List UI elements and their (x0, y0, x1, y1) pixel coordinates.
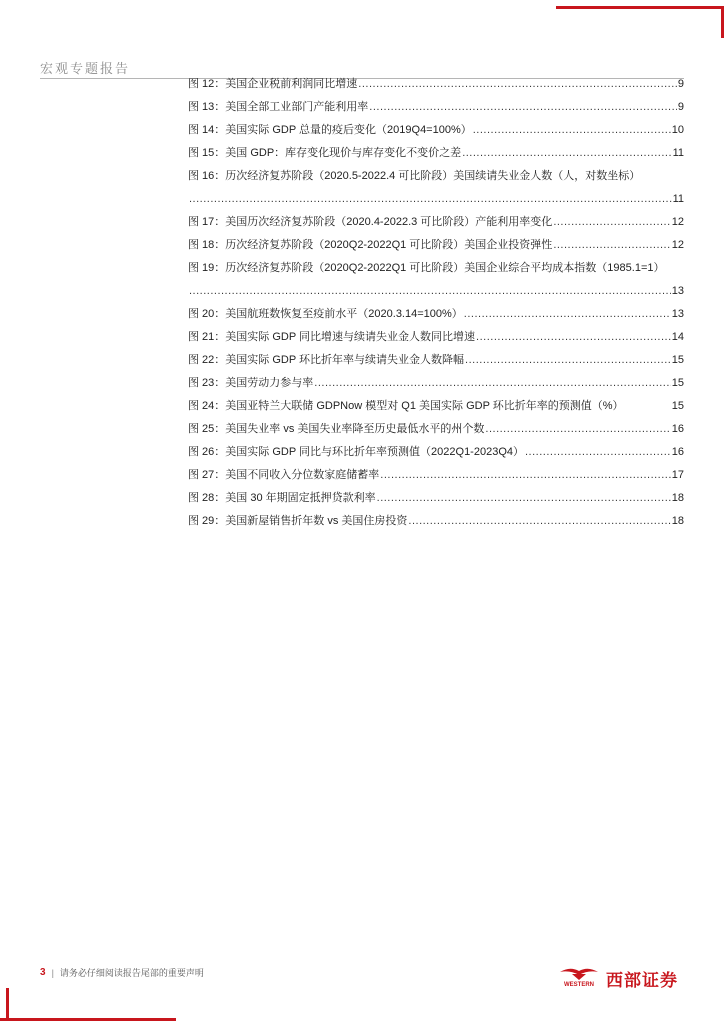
toc-leader-dots (553, 211, 670, 234)
toc-leader-dots (476, 326, 671, 349)
toc-entry[interactable] (188, 418, 684, 441)
toc-leader-dots (485, 418, 670, 441)
toc-entry-page: 10 (671, 124, 684, 136)
toc-entry-page: 16 (671, 446, 684, 458)
toc-entry-page: 18 (671, 492, 684, 504)
toc-leader-dots (369, 96, 677, 119)
toc-leader-dots (408, 510, 670, 533)
toc-entry-page: 9 (677, 78, 684, 90)
toc-entry-label: 图 22：美国实际 GDP 环比折年率与续请失业金人数降幅 (188, 354, 465, 366)
toc-entry-page: 15 (671, 354, 684, 366)
toc-entry-page: 11 (672, 193, 684, 205)
company-name: 西部证券 (606, 970, 678, 991)
toc-leader-dots (462, 142, 671, 165)
toc-leader-dots (473, 119, 671, 142)
toc-leader-dots (465, 349, 671, 372)
footer-disclaimer: 请务必仔细阅读报告尾部的重要声明 (59, 968, 204, 978)
toc-entry[interactable] (188, 326, 684, 349)
toc-entry[interactable] (188, 234, 684, 257)
toc-entry[interactable] (188, 395, 684, 418)
toc-entry-label: 图 26：美国实际 GDP 同比与环比折年率预测值（2022Q1-2023Q4） (188, 446, 524, 458)
toc-entry-label: 图 27：美国不同收入分位数家庭储蓄率 (188, 469, 380, 481)
footer-separator: | (51, 967, 54, 978)
toc-entry-page: 16 (671, 423, 684, 435)
toc-leader-dots (377, 487, 671, 510)
toc-entry[interactable] (188, 464, 684, 487)
toc-entry[interactable] (188, 96, 684, 119)
toc-entry[interactable] (188, 372, 684, 395)
toc-entry[interactable] (188, 441, 684, 464)
western-securities-logo-icon (556, 964, 602, 992)
toc-entry-page: 13 (671, 308, 684, 320)
toc-entry-label: 图 23：美国劳动力参与率 (188, 377, 314, 389)
toc-entry-page: 13 (671, 285, 684, 297)
logo-mark-text: WESTERN (564, 982, 594, 988)
toc-entry-page: 17 (671, 469, 684, 481)
toc-entry-page: 12 (671, 239, 684, 251)
company-logo (556, 964, 678, 992)
toc-entry-label: 图 19：历次经济复苏阶段（2020Q2-2022Q1 可比阶段）美国企业综合平均成本指数（1985.1=1） (188, 262, 665, 274)
toc-entry[interactable] (188, 257, 684, 303)
toc-entry-label: 图 17：美国历次经济复苏阶段（2020.4-2022.3 可比阶段）产能利用率变化 (188, 216, 553, 228)
toc-entry-label: 图 24：美国亚特兰大联储 GDPNow 模型对 Q1 美国实际 GDP 环比折年率的预测值（%） (188, 400, 624, 412)
toc-entry[interactable] (188, 487, 684, 510)
toc-leader-dots (189, 280, 671, 303)
toc-entry-page: 11 (672, 147, 684, 159)
toc-entry-label: 图 12：美国企业税前利润同比增速 (188, 78, 358, 90)
toc-entry-label: 图 29：美国新屋销售折年数 vs 美国住房投资 (188, 515, 408, 527)
toc-entry[interactable] (188, 211, 684, 234)
toc-entry-label: 图 25：美国失业率 vs 美国失业率降至历史最低水平的州个数 (188, 423, 485, 435)
report-category-title: 宏观专题报告 (40, 62, 131, 77)
toc-entry-page: 12 (671, 216, 684, 228)
toc-entry[interactable] (188, 303, 684, 326)
toc-leader-dots (525, 441, 671, 464)
toc-entry[interactable] (188, 510, 684, 533)
page-footer (40, 966, 204, 979)
toc-entry[interactable] (188, 349, 684, 372)
toc-entry-page: 15 (671, 377, 684, 389)
toc-leader-dots (358, 73, 677, 96)
corner-accent-bottom-vertical (6, 988, 9, 1021)
toc-entry-page: 18 (671, 515, 684, 527)
toc-entry-label: 图 18：历次经济复苏阶段（2020Q2-2022Q1 可比阶段）美国企业投资弹性 (188, 239, 553, 251)
toc-entry[interactable] (188, 73, 684, 96)
toc-leader-dots (189, 188, 672, 211)
toc-entry-label: 图 16：历次经济复苏阶段（2020.5-2022.4 可比阶段）美国续请失业金人数（人，对数坐标） (188, 170, 641, 182)
toc-entry[interactable] (188, 119, 684, 142)
corner-accent-bottom-horizontal (0, 1018, 176, 1021)
toc-entry[interactable] (188, 142, 684, 165)
toc-entry-label: 图 15：美国 GDP：库存变化现价与库存变化不变价之差 (188, 147, 462, 159)
toc-leader-dots (380, 464, 670, 487)
corner-accent-top-horizontal (556, 6, 724, 9)
figure-list (188, 73, 684, 533)
toc-leader-dots (464, 303, 671, 326)
toc-entry-label: 图 28：美国 30 年期固定抵押贷款利率 (188, 492, 376, 504)
toc-entry[interactable] (188, 165, 684, 211)
toc-entry-label: 图 14：美国实际 GDP 总量的疫后变化（2019Q4=100%） (188, 124, 472, 136)
toc-entry-page: 15 (671, 400, 684, 412)
toc-leader-dots (553, 234, 670, 257)
toc-leader-dots (314, 372, 670, 395)
toc-entry-label: 图 21：美国实际 GDP 同比增速与续请失业金人数同比增速 (188, 331, 476, 343)
toc-entry-page: 9 (677, 101, 684, 113)
toc-entry-label: 图 13：美国全部工业部门产能利用率 (188, 101, 369, 113)
toc-entry-label: 图 20：美国航班数恢复至疫前水平（2020.3.14=100%） (188, 308, 463, 320)
toc-entry-page: 14 (671, 331, 684, 343)
page-number: 3 (40, 967, 46, 978)
